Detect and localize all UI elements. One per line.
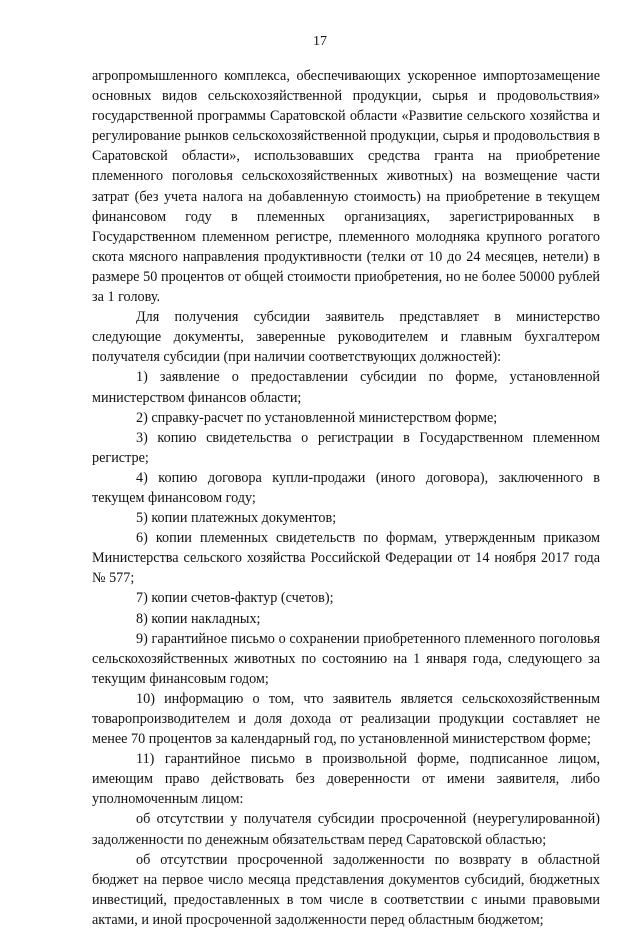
paragraph: 4) копию договора купли-продажи (иного договора), заключенного в текущем финансовом году;	[92, 469, 600, 506]
page-number: 17	[313, 34, 327, 49]
paragraph: 6) копии племенных свидетельств по формам, утвержденным приказом Министерства сельского хозяйства Российской Федерации от 14 ноября 2017 года № 577;	[92, 530, 600, 587]
document-body	[92, 66, 600, 930]
paragraph: 7) копии счетов-фактур (счетов);	[136, 590, 334, 607]
paragraph: 11) гарантийное письмо в произвольной форме, подписанное лицом, имеющим право действовать без доверенности от имени заявителя, либо уполномоченным лицом:	[92, 751, 600, 808]
paragraph: 5) копии платежных документов;	[136, 510, 337, 527]
paragraph: Для получения субсидии заявитель представляет в министерство следующие документы, заверенные руководителем и главным бухгалтером получателя субсидии (при наличии соответствующих должностей):	[92, 309, 600, 366]
paragraph: 2) справку-расчет по установленной министерством форме;	[136, 409, 498, 426]
paragraph: 3) копию свидетельства о регистрации в Государственном племенном регистре;	[92, 429, 600, 466]
paragraph: 10) информацию о том, что заявитель является сельскохозяйственным товаропроизводителем и доля дохода от реализации продукции составляет не менее 70 процентов за календарный год, по установленной министерством форме;	[92, 690, 600, 748]
paragraph: 1) заявление о предоставлении субсидии по форме, установленной министерством финансов области;	[92, 369, 600, 406]
paragraph: об отсутствии просроченной задолженности по возврату в областной бюджет на первое число месяца представления документов субсидий, бюджетных инвестиций, предоставленных в том числе в соответствии с иными правовыми актами, и иной просроченной задолженности перед областным бюджетом;	[92, 851, 600, 928]
paragraph: агропромышленного комплекса, обеспечивающих ускоренное импортозамещение основных видов сельскохозяйственной продукции, сырья и продовольствия» государственной программы Саратовской области «Развитие сельского хозяйства и регулирование рынков сельскохозяйственной продукции, сырья и продовольствия в Саратовской области», использовавших средства гранта на приобретение племенного поголовья сельскохозяйственных животных) на возмещение части затрат (без учета налога на добавленную стоимость) на приобретение в текущем финансовом году в племенных организациях, зарегистрированных в Государственном племенном регистре, племенного молодняка крупного рогатого скота мясного направления продуктивности (телки от 10 до 24 месяцев, нетели) в размере 50 процентов от общей стоимости приобретения, но не более 50000 рублей за 1 голову.	[92, 68, 600, 306]
paragraph: 9) гарантийное письмо о сохранении приобретенного племенного поголовья сельскохозяйственных животных по состоянию на 1 января года, следующего за текущим финансовым годом;	[92, 630, 600, 687]
paragraph: 8) копии накладных;	[136, 610, 261, 627]
paragraph: об отсутствии у получателя субсидии просроченной (неурегулированной) задолженности по денежным обязательствам перед Саратовской областью;	[92, 811, 600, 848]
